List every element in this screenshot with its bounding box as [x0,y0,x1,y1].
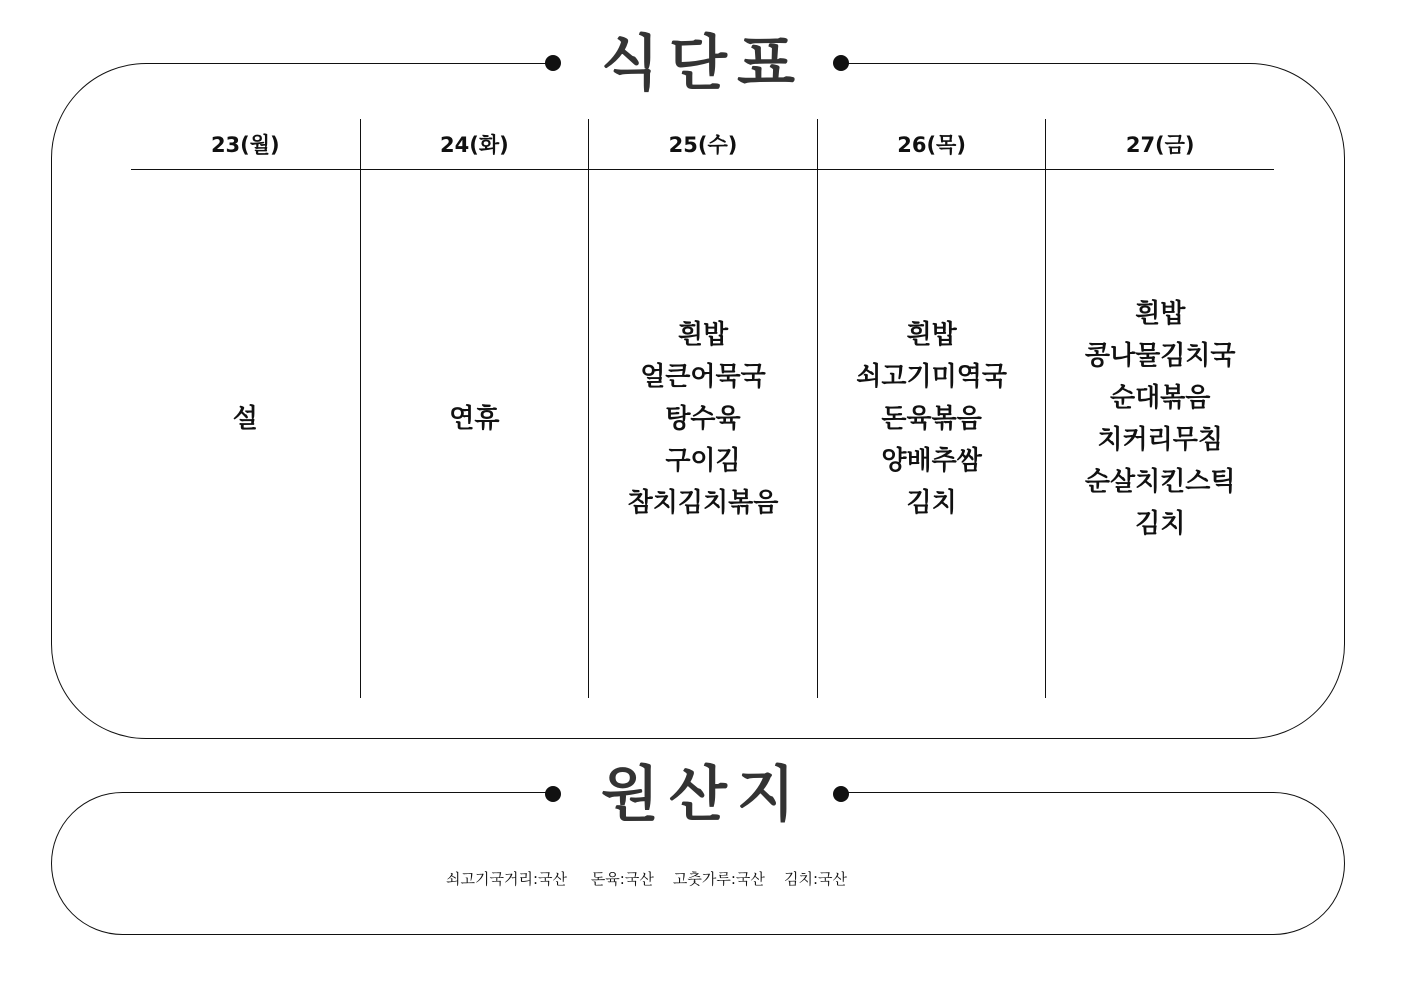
menu-item: 돈육볶음 [881,404,982,434]
menu-item: 쇠고기미역국 [856,362,1007,392]
origin-title-left-dot [545,786,561,802]
menu-item: 얼큰어묵국 [640,362,766,392]
day-header: 27(금) [1045,119,1274,170]
menu-title-left-dot [545,55,561,71]
menu-title-right-dot [833,55,849,71]
menu-item: 참치김치볶음 [627,488,779,518]
menu-item: 설 [232,404,258,434]
origin-title-right-dot [833,786,849,802]
day-menu-fri [1045,170,1274,698]
day-menu-wed [588,170,817,698]
origin-title: 원산지 [601,760,805,830]
menu-item: 김치 [1135,509,1186,539]
day-header: 25(수) [588,119,817,170]
day-header: 24(화) [360,119,589,170]
menu-title-wrap [548,24,848,104]
menu-item: 순살치킨스틱 [1084,467,1236,497]
menu-item: 양배추쌈 [881,446,982,476]
day-header: 23(월) [131,119,360,170]
menu-item: 흰밥 [906,320,957,350]
menu-item: 콩나물김치국 [1084,341,1236,371]
menu-item: 흰밥 [1135,299,1186,329]
menu-item: 치커리무침 [1097,425,1223,455]
day-menu-tue [360,170,589,698]
menu-item: 흰밥 [677,320,729,350]
menu-item: 김치 [906,488,957,518]
origin-title-wrap [548,755,848,835]
day-header: 26(목) [817,119,1046,170]
day-menu-mon [131,170,360,698]
menu-title: 식단표 [601,29,805,99]
day-menu-thu [817,170,1046,698]
menu-item: 연휴 [449,404,500,434]
menu-table [131,119,1274,698]
menu-item: 탕수육 [665,404,741,434]
menu-item: 순대볶음 [1109,383,1211,413]
origin-info: 쇠고기국거리:국산 돈육:국산 고춧가루:국산 김치:국산 [446,870,847,888]
menu-item: 구이김 [665,446,741,476]
